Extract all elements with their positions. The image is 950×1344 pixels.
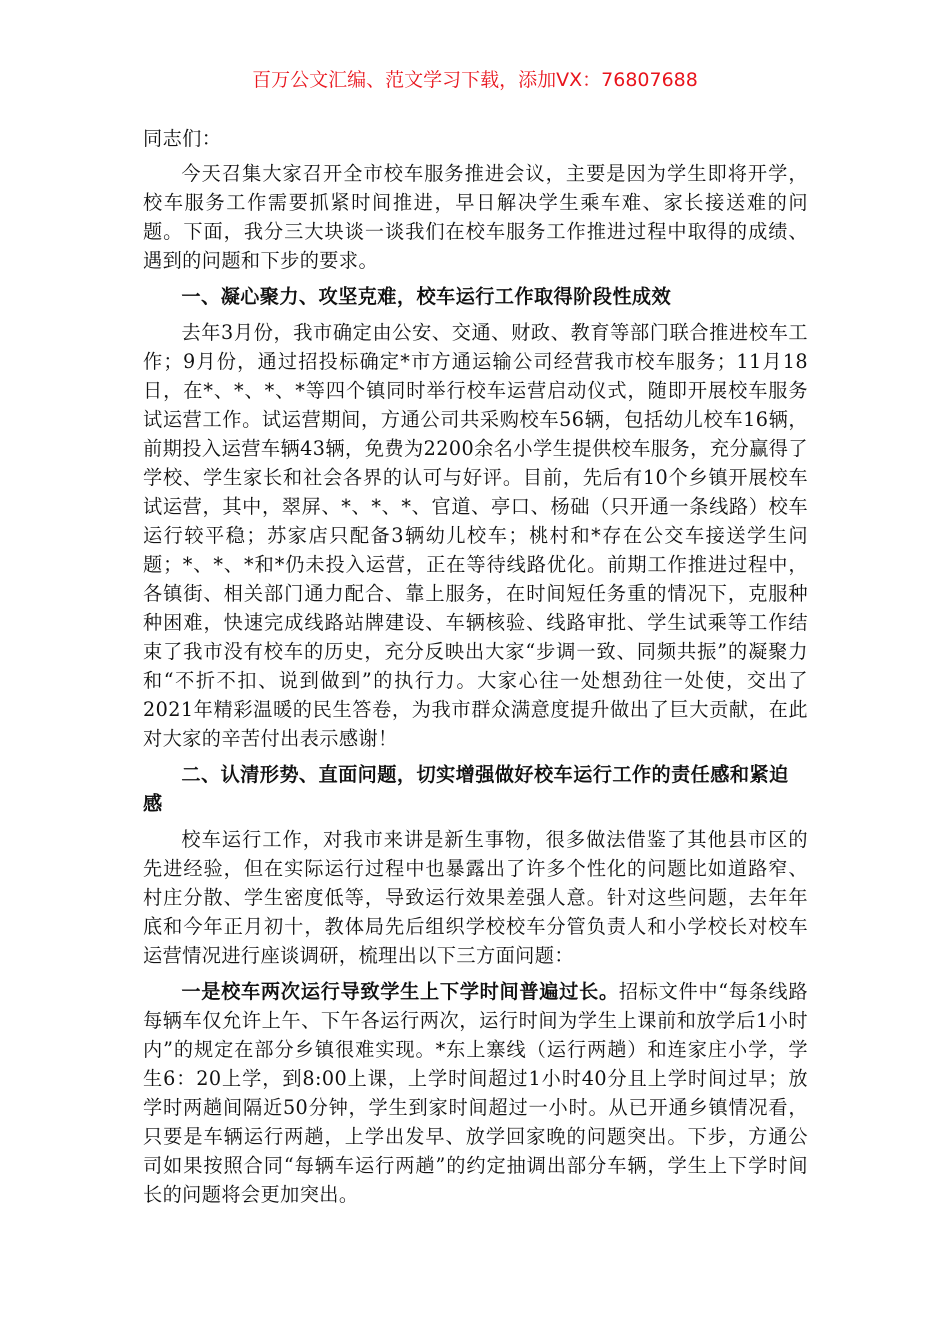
section-2-heading: 二、认清形势、直面问题，切实增强做好校车运行工作的责任感和紧迫感 <box>143 763 789 815</box>
section-1-heading: 一、凝心聚力、攻坚克难，校车运行工作取得阶段性成效 <box>181 285 672 308</box>
point-1-body: 招标文件中“每条线路每辆车仅允许上午、下午各运行两次，运行时间为学生上课前和放学后1小时内”的规定在部分乡镇很难实现。*东上寨线（运行两趟）和连家庄小学，学生6：20上学，到8:00上课，上学时间超过1小时40分且上学时间过早；放学时两趟间隔近50分钟，学生到家时间超过一小时。从已开通乡镇情况看，只要是车辆运行两趟，上学出发早、放学回家晚的问题突出。下步，方通公司如果按照合同“每辆车运行两趟”的约定抽调出部分车辆，学生上下学时间长的问题将会更加突出。 <box>143 980 808 1206</box>
document-body <box>143 124 808 1216</box>
point-1-lead: 一是校车两次运行导致学生上下学时间普遍过长。 <box>181 980 619 1003</box>
section-1-paragraph: 去年3月份，我市确定由公安、交通、财政、教育等部门联合推进校车工作；9月份，通过招投标确定*市方通运输公司经营我市校车服务；11月18日，在*、*、*、*等四个镇同时举行校车运营启动仪式，随即开展校车服务试运营工作。试运营期间，方通公司共采购校车56辆，包括幼儿校车16辆，前期投入运营车辆43辆，免费为2200余名小学生提供校车服务，充分赢得了学校、学生家长和社会各界的认可与好评。目前，先后有10个乡镇开展校车试运营，其中，翠屏、*、*、*、官道、亭口、杨础（只开通一条线路）校车运行较平稳；苏家店只配备3辆幼儿校车；桃村和*存在公交车接送学生问题；*、*、*和*仍未投入运营，正在等待线路优化。前期工作推进过程中，各镇街、相关部门通力配合、靠上服务，在时间短任务重的情况下，克服种种困难，快速完成线路站牌建设、车辆核验、线路审批、学生试乘等工作结束了我市没有校车的历史，充分反映出大家“步调一致、同频共振”的凝聚力和“不折不扣、说到做到”的执行力。大家心往一处想劲往一处使，交出了2021年精彩温暖的民生答卷，为我市群众满意度提升做出了巨大贡献，在此对大家的辛苦付出表示感谢！ <box>143 321 808 750</box>
salutation: 同志们： <box>143 127 222 150</box>
intro-paragraph: 今天召集大家召开全市校车服务推进会议，主要是因为学生即将开学，校车服务工作需要抓紧时间推进，早日解决学生乘车难、家长接送难的问题。下面，我分三大块谈一谈我们在校车服务工作推进过程中取得的成绩、遇到的问题和下步的要求。 <box>143 162 808 272</box>
point-1-paragraph <box>143 977 808 1209</box>
section-2-paragraph: 校车运行工作，对我市来讲是新生事物，很多做法借鉴了其他县市区的先进经验，但在实际运行过程中也暴露出了许多个性化的问题比如道路窄、村庄分散、学生密度低等，导致运行效果差强人意。针对这些问题，去年年底和今年正月初十，教体局先后组织学校校车分管负责人和小学校长对校车运营情况进行座谈调研，梳理出以下三方面问题： <box>143 828 808 967</box>
promo-banner: 百万公文汇编、范文学习下载，添加VX：76807688 <box>252 69 698 91</box>
